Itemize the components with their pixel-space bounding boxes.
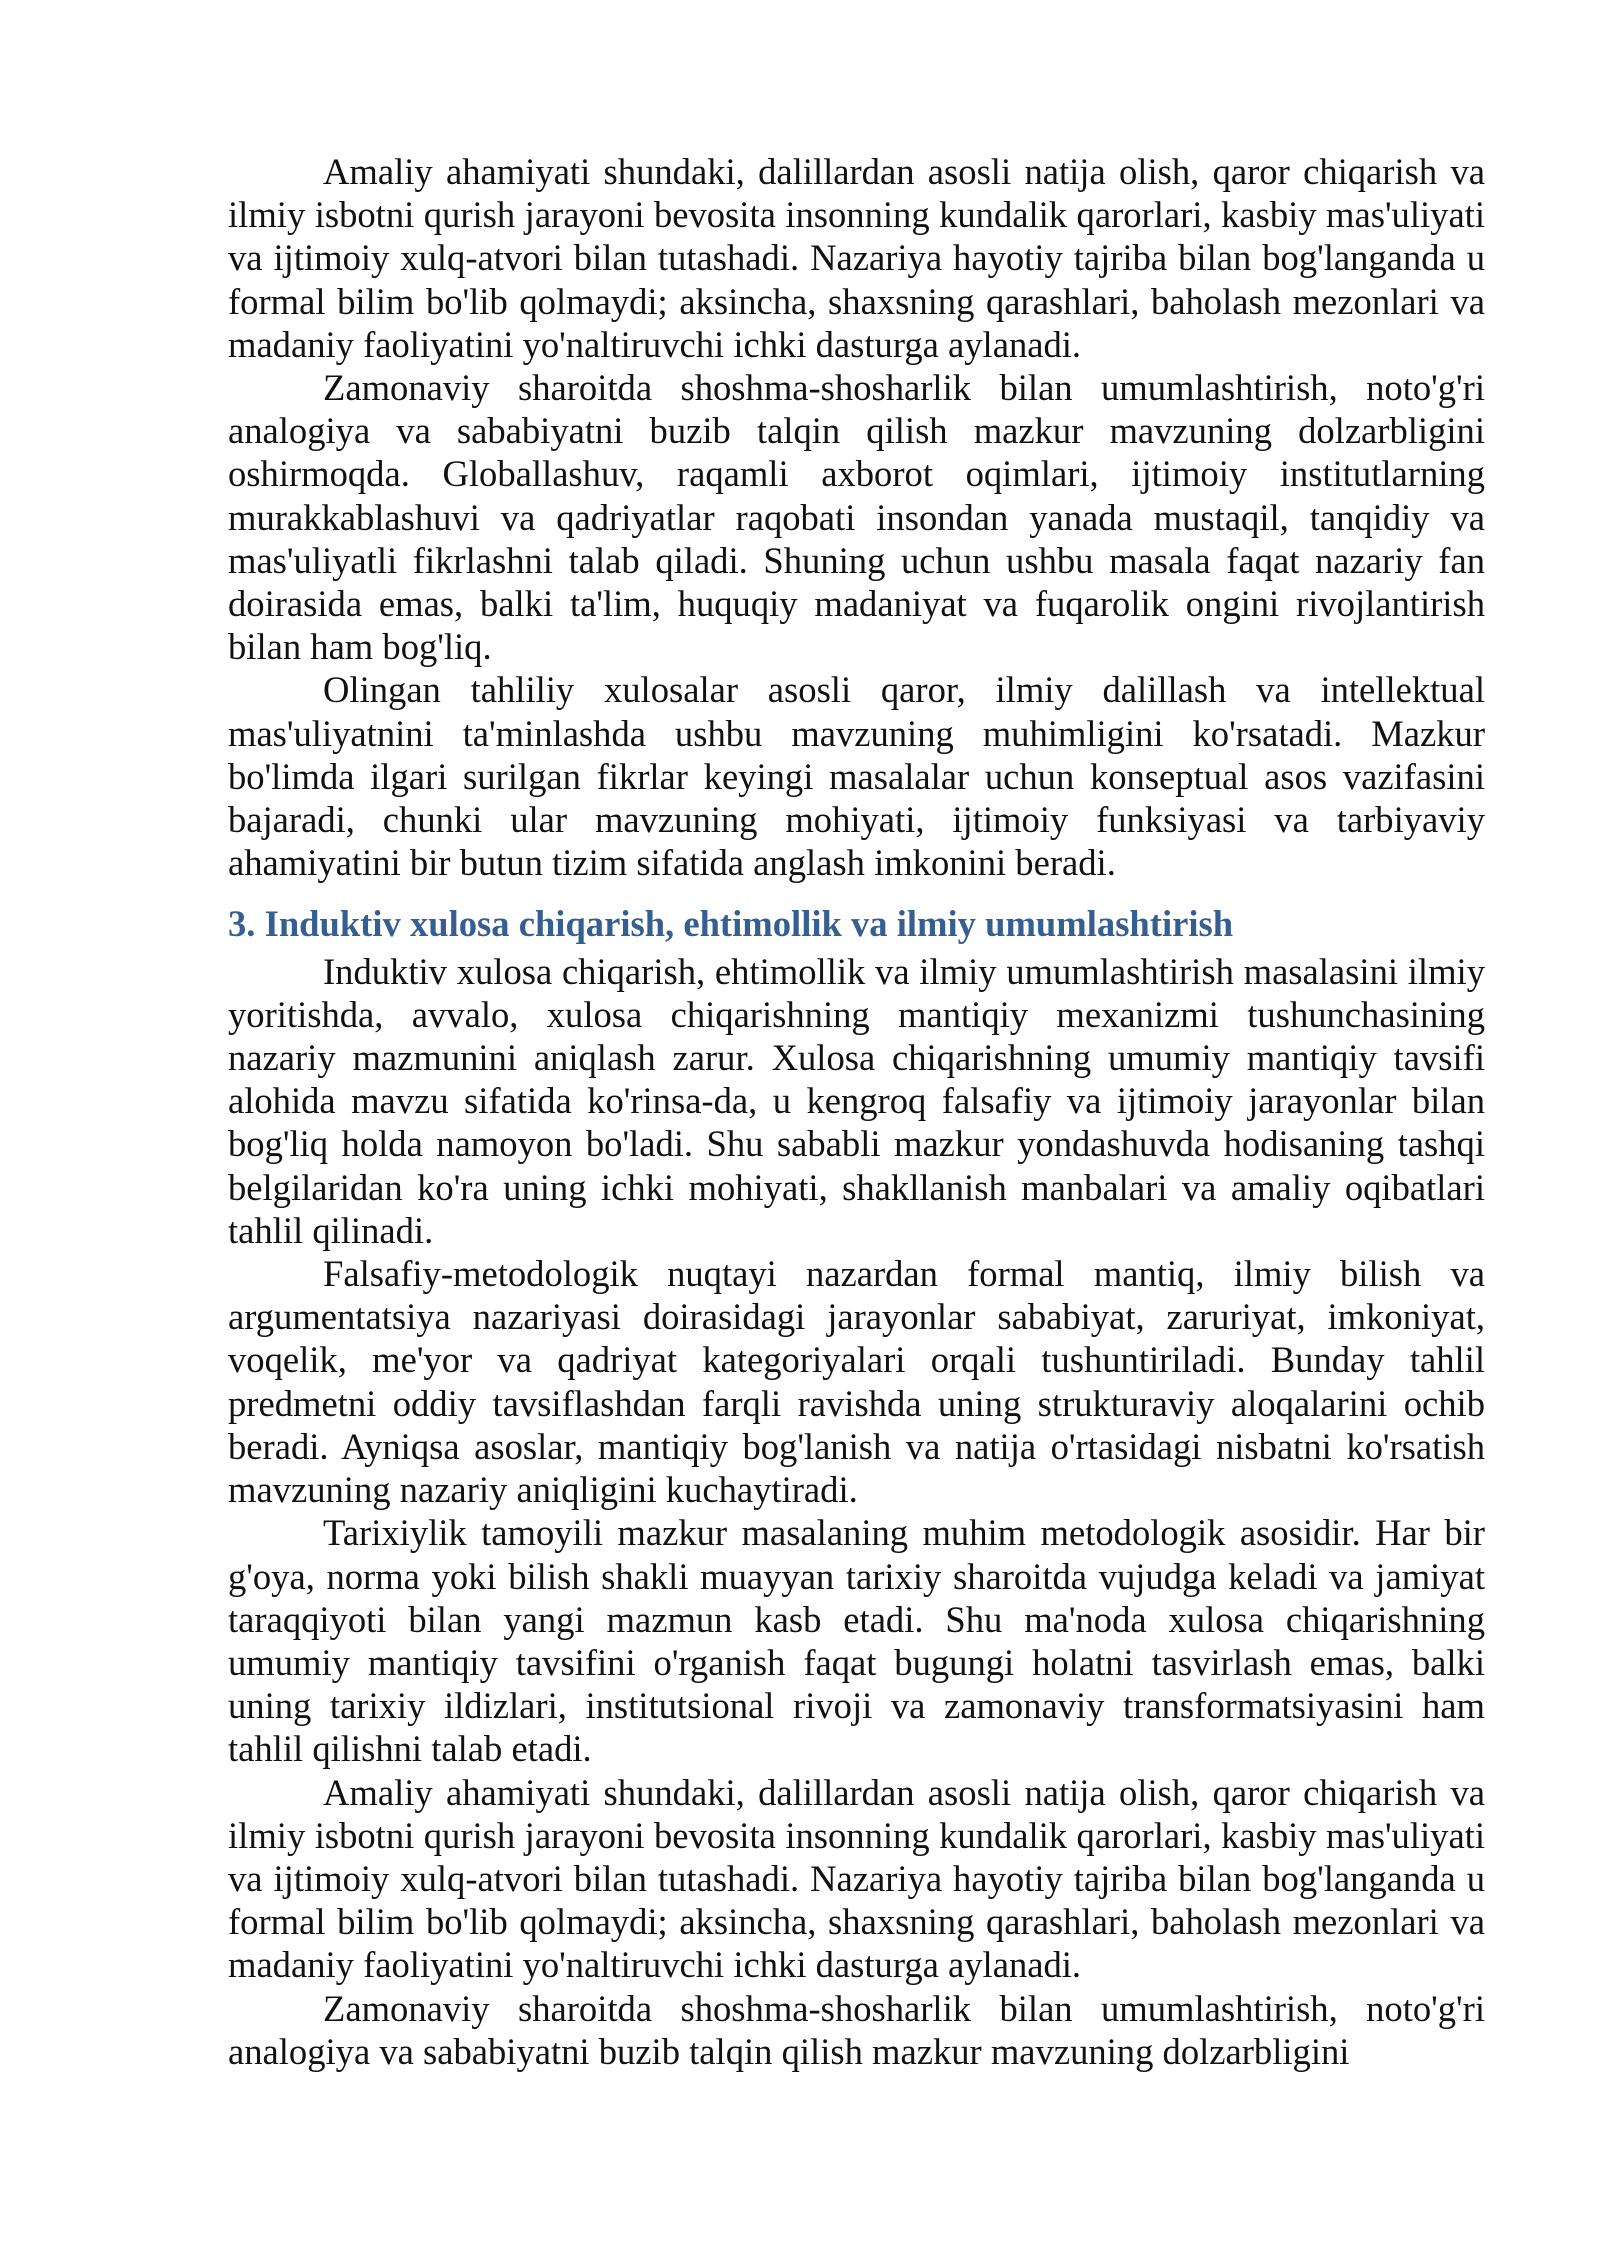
body-paragraph: Zamonaviy sharoitda shoshma-shosharlik bilan umumlashtirish, noto'g'ri analogiya va sababiyatni buzib talqin qilish mazkur mavzuning dolzarbligini: [228, 1987, 1485, 2072]
body-paragraph: Falsafiy-metodologik nuqtayi nazardan formal mantiq, ilmiy bilish va argumentatsiya nazariyasi doirasidagi jarayonlar sababiyat, zaruriyat, imkoniyat, voqelik, me'yor va qadriyat kategoriyalari orqali tushuntiriladi. Bunday tahlil predmetni oddiy tavsiflashdan farqli ravishda uning strukturaviy aloqalarini ochib beradi. Ayniqsa asoslar, mantiqiy bog'lanish va natija o'rtasidagi nisbatni ko'rsatish mavzuning nazariy aniqligini kuchaytiradi.: [228, 1253, 1485, 1511]
body-paragraph: Amaliy ahamiyati shundaki, dalillardan asosli natija olish, qaror chiqarish va ilmiy isbotni qurish jarayoni bevosita insonning kundalik qarorlari, kasbiy mas'uliyati va ijtimoiy xulq-atvori bilan tutashadi. Nazariya hayotiy tajriba bilan bog'langanda u formal bilim bo'lib qolmaydi; aksincha, shaxsning qarashlari, baholash mezonlari va madaniy faoliyatini yo'naltiruvchi ichki dasturga aylanadi.: [228, 1771, 1485, 1986]
body-paragraph: Olingan tahliliy xulosalar asosli qaror, ilmiy dalillash va intellektual mas'uliyatnini ta'minlashda ushbu mavzuning muhimligini ko'rsatadi. Mazkur bo'limda ilgari surilgan fikrlar keyingi masalalar uchun konseptual asos vazifasini bajaradi, chunki ular mavzuning mohiyati, ijtimoiy funksiyasi va tarbiyaviy ahamiyatini bir butun tizim sifatida anglash imkonini beradi.: [228, 669, 1485, 884]
body-paragraph: Amaliy ahamiyati shundaki, dalillardan asosli natija olish, qaror chiqarish va ilmiy isbotni qurish jarayoni bevosita insonning kundalik qarorlari, kasbiy mas'uliyati va ijtimoiy xulq-atvori bilan tutashadi. Nazariya hayotiy tajriba bilan bog'langanda u formal bilim bo'lib qolmaydi; aksincha, shaxsning qarashlari, baholash mezonlari va madaniy faoliyatini yo'naltiruvchi ichki dasturga aylanadi.: [228, 151, 1485, 365]
body-paragraph: Induktiv xulosa chiqarish, ehtimollik va ilmiy umumlashtirish masalasini ilmiy yoritishda, avvalo, xulosa chiqarishning mantiqiy mexanizmi tushunchasining nazariy mazmunini aniqlash zarur. Xulosa chiqarishning umumiy mantiqiy tavsifi alohida mavzu sifatida ko'rinsa-da, u kengroq falsafiy va ijtimoiy jarayonlar bilan bog'liq holda namoyon bo'ladi. Shu sababli mazkur yondashuvda hodisaning tashqi belgilaridan ko'ra uning ichki mohiyati, shakllanish manbalari va amaliy oqibatlari tahlil qilinadi.: [228, 950, 1485, 1251]
body-paragraph: Zamonaviy sharoitda shoshma-shosharlik bilan umumlashtirish, noto'g'ri analogiya va sababiyatni buzib talqin qilish mazkur mavzuning dolzarbligini oshirmoqda. Globallashuv, raqamli axborot oqimlari, ijtimoiy institutlarning murakkablashuvi va qadriyatlar raqobati insondan yanada mustaqil, tanqidiy va mas'uliyatli fikrlashni talab qiladi. Shuning uchun ushbu masala faqat nazariy fan doirasida emas, balki ta'lim, huquqiy madaniyat va fuqarolik ongini rivojlantirish bilan ham bog'liq.: [228, 367, 1485, 668]
body-paragraph: Tarixiylik tamoyili mazkur masalaning muhim metodologik asosidir. Har bir g'oya, norma yoki bilish shakli muayyan tarixiy sharoitda vujudga keladi va jamiyat taraqqiyoti bilan yangi mazmun kasb etadi. Shu ma'noda xulosa chiqarishning umumiy mantiqiy tavsifini o'rganish faqat bugungi holatni tasvirlash emas, balki uning tarixiy ildizlari, institutsional rivoji va zamonaviy transformatsiyasini ham tahlil qilishni talab etadi.: [228, 1512, 1485, 1770]
document-page: [228, 150, 1485, 2073]
section-heading: 3. Induktiv xulosa chiqarish, ehtimollik va ilmiy umumlashtirish: [228, 903, 1234, 945]
